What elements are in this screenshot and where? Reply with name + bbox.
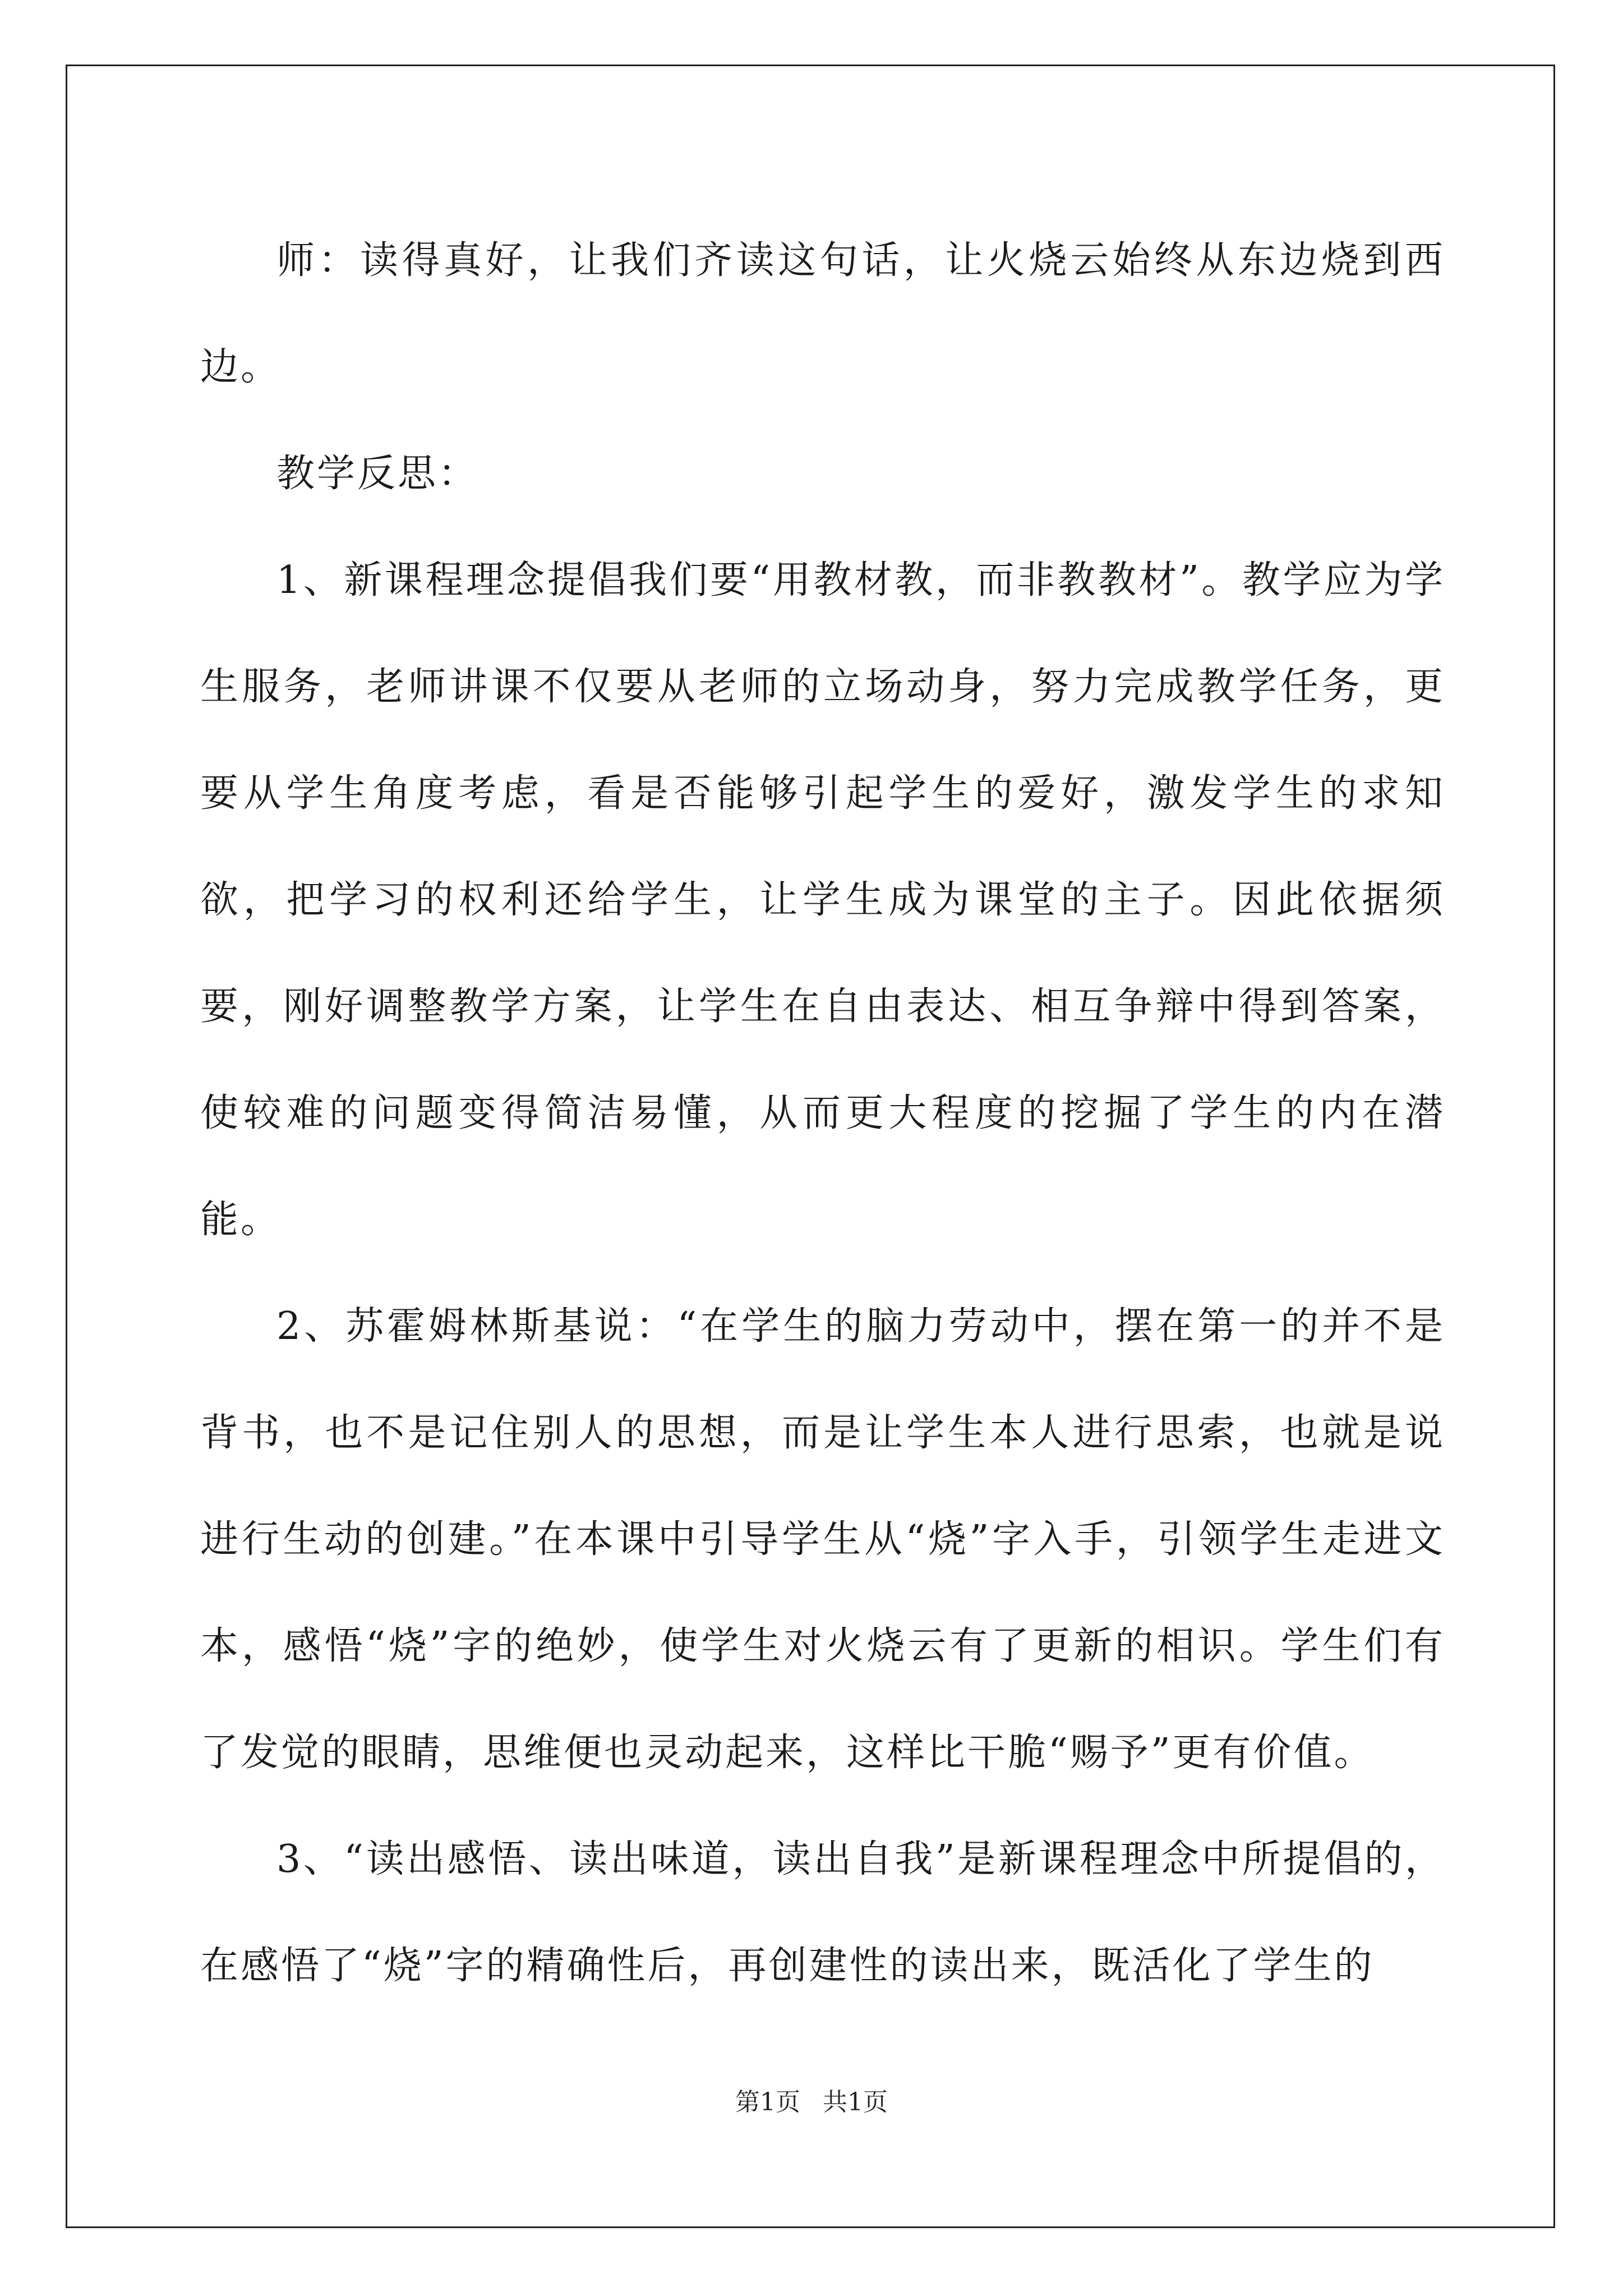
paragraph-reflection-1: 1、新课程理念提倡我们要“用教材教，而非教教材”。教学应为学生服务，老师讲课不仅要从老师的立场动身，努力完成教学任务，更要从学生角度考虑，看是否能够引起学生的爱好，激发学生的求知欲，把学习的权利还给学生，让学生成为课堂的主子。因此依据须要，刚好调整教学方案，让学生在自由表达、相互争辩中得到答案，使较难的问题变得简洁易懂，从而更大程度的挖掘了学生的内在潜能。 <box>200 558 1445 1242</box>
page-number-current: 第1页 <box>735 2088 800 2116</box>
page-footer <box>0 2086 1623 2119</box>
document-body <box>200 208 1445 2019</box>
paragraph-reflection-heading: 教学反思： <box>276 452 479 496</box>
paragraph-teacher-line: 师：读得真好，让我们齐读这句话，让火烧云始终从东边烧到西边。 <box>200 238 1445 389</box>
paragraph-reflection-2: 2、苏霍姆林斯基说：“在学生的脑力劳动中，摆在第一的并不是背书，也不是记住别人的思想，而是让学生本人进行思索，也就是说进行生动的创建。”在本课中引导学生从“烧”字入手，引领学生走进文本，感悟“烧”字的绝妙，使学生对火烧云有了更新的相识。学生们有了发觉的眼睛，思维便也灵动起来，这样比干脆“赐予”更有价值。 <box>200 1304 1445 1775</box>
paragraph-reflection-3: 3、“读出感悟、读出味道，读出自我”是新课程理念中所提倡的，在感悟了“烧”字的精确性后，再创建性的读出来，既活化了学生的 <box>200 1837 1445 1988</box>
page-number-total: 共1页 <box>823 2088 888 2116</box>
